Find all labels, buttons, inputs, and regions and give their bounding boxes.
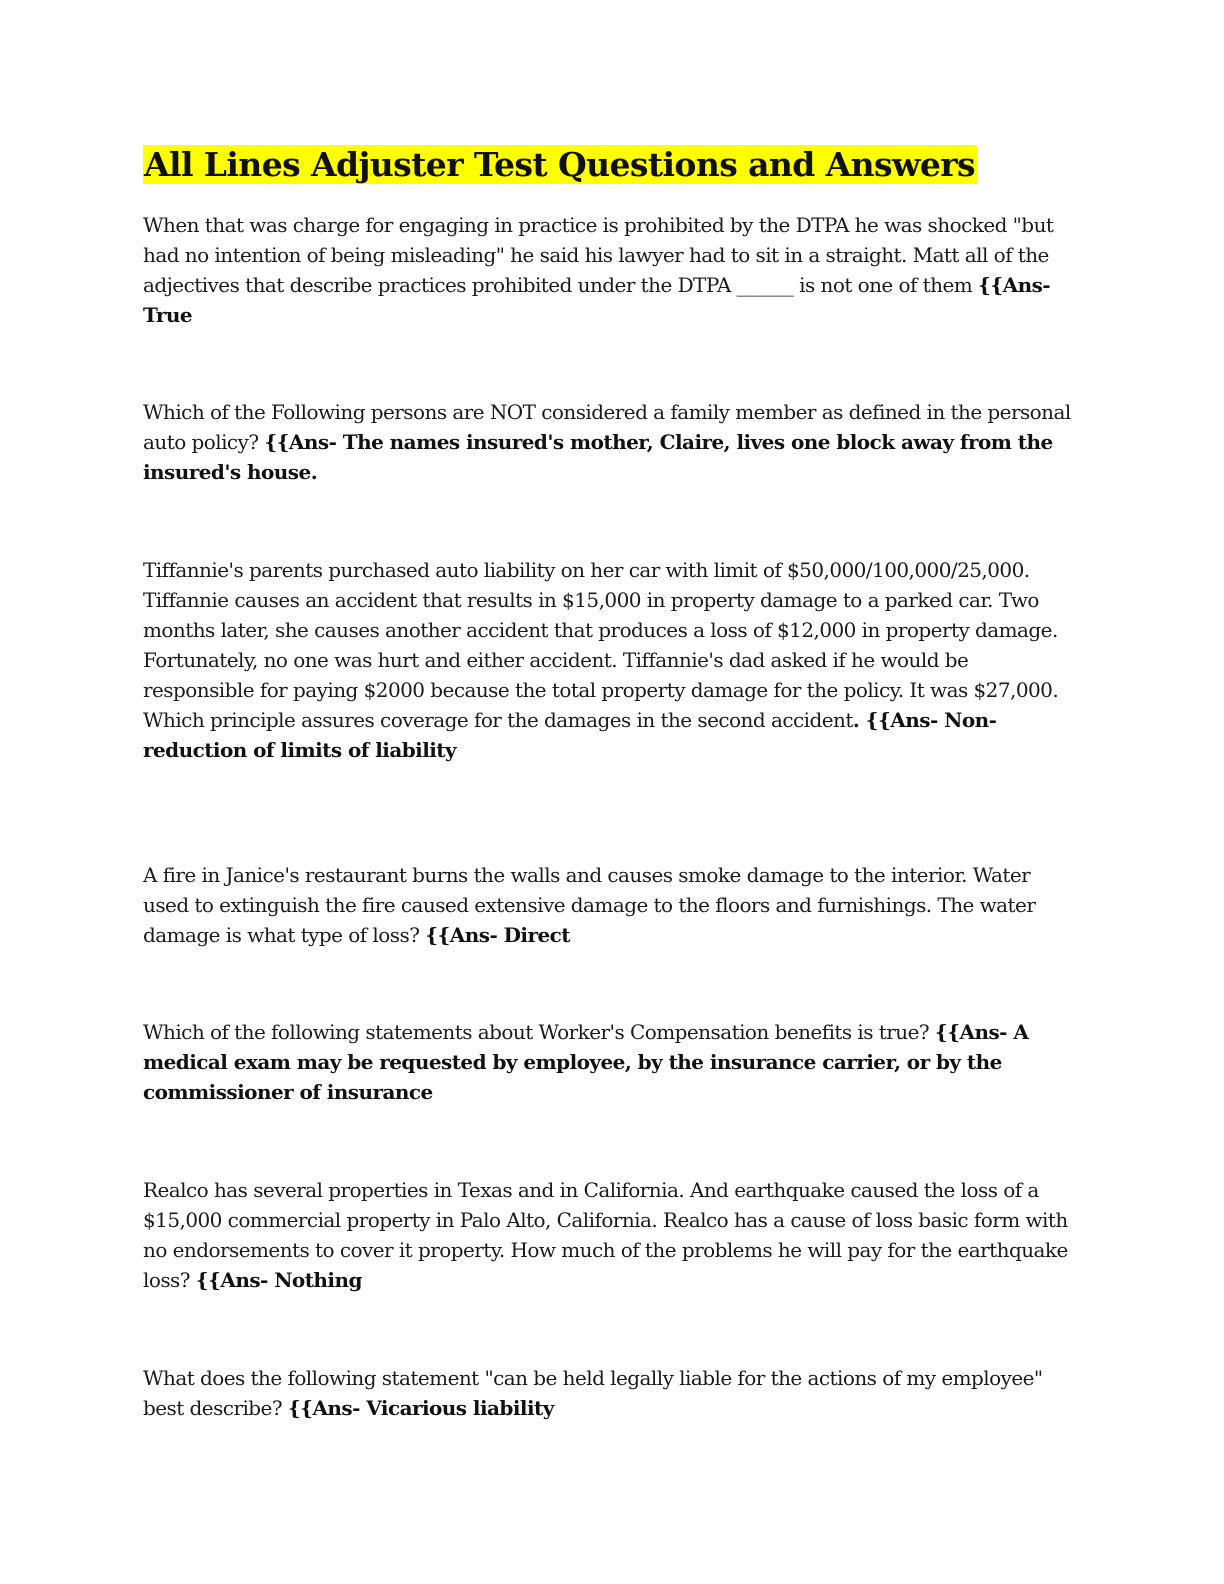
answer-text: {{Ans- True xyxy=(143,273,1051,327)
qa-item-6 xyxy=(143,1175,1078,1295)
answer-text: {{Ans- A medical exam may be requested by employee, by the insurance carrier, or by the commissioner of insurance xyxy=(143,1020,1029,1104)
qa-item-3 xyxy=(143,555,1078,765)
answer-text: {{Ans- The names insured's mother, Claire, lives one block away from the insured's house. xyxy=(143,430,1053,484)
question-text: What does the following statement "can be held legally liable for the actions of my employee" best describe? xyxy=(143,1366,1043,1420)
answer-text: {{Ans- Nothing xyxy=(195,1268,362,1292)
page-title xyxy=(143,143,977,187)
qa-item-2 xyxy=(143,397,1078,487)
title-highlight: All Lines Adjuster Test Questions and Answers xyxy=(144,145,975,184)
question-text: Realco has several properties in Texas and in California. And earthquake caused the loss of a $15,000 commercial property in Palo Alto, California. Realco has a cause of loss basic form with no endorsements to cover it property. How much of the problems he will pay for the earthquake loss? xyxy=(143,1178,1068,1292)
answer-text: . {{Ans- Non-reduction of limits of liability xyxy=(143,708,997,762)
question-text: Which of the following statements about Worker's Compensation benefits is true? xyxy=(143,1020,935,1044)
qa-item-5 xyxy=(143,1017,1078,1107)
question-text: Which of the Following persons are NOT considered a family member as defined in the personal auto policy? xyxy=(143,400,1071,454)
answer-text: {{Ans- Vicarious liability xyxy=(287,1396,554,1420)
question-text: A fire in Janice's restaurant burns the walls and causes smoke damage to the interior. Water used to extinguish the fire caused extensive damage to the floors and furnishings. The water damage is what type of loss? xyxy=(143,863,1036,947)
qa-item-7 xyxy=(143,1363,1078,1423)
answer-text: {{Ans- Direct xyxy=(425,923,570,947)
qa-item-4 xyxy=(143,860,1078,950)
qa-item-1 xyxy=(143,210,1078,330)
question-text: Tiffannie's parents purchased auto liability on her car with limit of $50,000/100,000/25,000. Tiffannie causes an accident that results in $15,000 in property damage to a parked car. Two months later, she causes another accident that produces a loss of $12,000 in property damage. Fortunately, no one was hurt and either accident. Tiffannie's dad asked if he would be responsible for paying $2000 because the total property damage for the policy. It was $27,000. Which principle assures coverage for the damages in the second accident xyxy=(143,558,1059,732)
question-text: When that was charge for engaging in practice is prohibited by the DTPA he was shocked "but had no intention of being misleading" he said his lawyer had to sit in a straight. Matt all of the adjectives that describe practices prohibited under the DTPA ______ is not one of them xyxy=(143,213,1054,297)
